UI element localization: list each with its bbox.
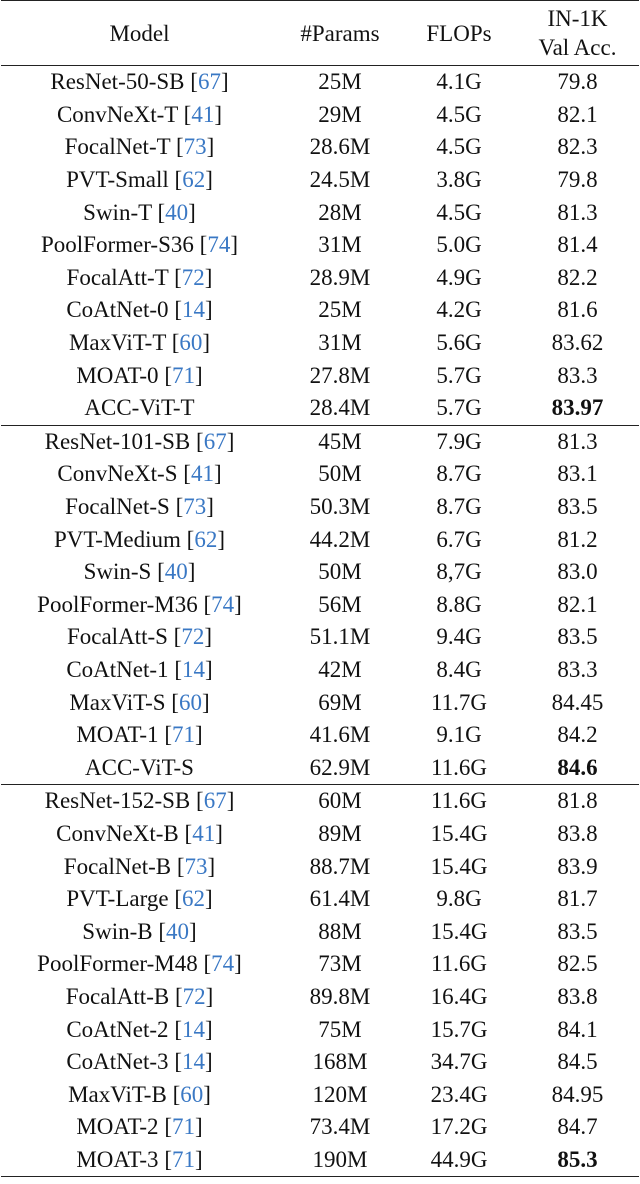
flops-cell: 5.0G bbox=[436, 232, 482, 258]
flops-cell: 11.7G bbox=[430, 689, 487, 715]
model-cell: PVT-Small [62] bbox=[66, 167, 213, 193]
table-row bbox=[1, 981, 639, 1014]
flops-cell: 7.9G bbox=[436, 428, 482, 454]
citation-link[interactable]: 14 bbox=[181, 297, 205, 323]
citation-link[interactable]: 74 bbox=[211, 951, 235, 977]
model-cell: FocalAtt-B [72] bbox=[65, 983, 214, 1009]
model-cell: CoAtNet-0 [14] bbox=[66, 297, 213, 323]
accuracy-cell: 81.7 bbox=[557, 886, 598, 912]
model-name: FocalNet-S bbox=[65, 494, 170, 520]
citation-link[interactable]: 74 bbox=[207, 232, 231, 258]
table-row bbox=[1, 818, 639, 851]
params-cell: 27.8M bbox=[309, 362, 371, 388]
flops-cell: 8.7G bbox=[436, 461, 482, 487]
model-name: FocalNet-T bbox=[64, 134, 171, 160]
model-cell: ResNet-50-SB [67] bbox=[50, 69, 229, 95]
model-cell: MOAT-1 [71] bbox=[76, 722, 203, 748]
accuracy-cell: 79.8 bbox=[557, 167, 598, 193]
citation-link[interactable]: 71 bbox=[171, 362, 195, 388]
table-row bbox=[1, 131, 639, 164]
model-cell: MOAT-3 [71] bbox=[76, 1146, 203, 1172]
params-cell: 168M bbox=[312, 1049, 368, 1075]
model-name: PoolFormer-S36 bbox=[41, 232, 194, 258]
model-cell: CoAtNet-2 [14] bbox=[66, 1016, 213, 1042]
flops-cell: 9.1G bbox=[436, 722, 482, 748]
model-name: MOAT-2 bbox=[76, 1114, 159, 1140]
citation-link[interactable]: 40 bbox=[165, 199, 189, 225]
accuracy-cell: 82.1 bbox=[557, 101, 598, 127]
model-name: CoAtNet-0 bbox=[66, 297, 169, 323]
table-row bbox=[1, 196, 639, 229]
flops-cell: 5.7G bbox=[436, 362, 482, 388]
accuracy-cell: 83.0 bbox=[557, 559, 598, 585]
model-name: FocalAtt-T bbox=[66, 264, 169, 290]
citation-link[interactable]: 60 bbox=[180, 1081, 204, 1107]
table-row bbox=[1, 751, 639, 784]
table-row bbox=[1, 458, 639, 491]
flops-cell: 17.2G bbox=[430, 1114, 488, 1140]
params-cell: 60M bbox=[318, 788, 362, 814]
table-row bbox=[1, 654, 639, 687]
model-cell: PoolFormer-S36 [74] bbox=[41, 232, 238, 258]
model-name: CoAtNet-1 bbox=[66, 656, 169, 682]
model-name: MaxViT-T bbox=[68, 330, 166, 356]
model-cell: PVT-Large [62] bbox=[66, 886, 213, 912]
citation-link[interactable]: 62 bbox=[194, 526, 218, 552]
accuracy-cell: 79.8 bbox=[557, 69, 598, 95]
citation-link[interactable]: 14 bbox=[181, 1049, 205, 1075]
flops-cell: 3.8G bbox=[436, 167, 482, 193]
table-row bbox=[1, 392, 639, 425]
params-cell: 28.9M bbox=[309, 264, 371, 290]
flops-cell: 8.7G bbox=[436, 494, 482, 520]
model-name: ResNet-101-SB bbox=[44, 428, 191, 454]
citation-link[interactable]: 72 bbox=[181, 264, 205, 290]
table-group-3 bbox=[1, 785, 639, 1177]
flops-cell: 5.7G bbox=[436, 395, 482, 421]
header-model: Model bbox=[109, 20, 170, 46]
model-cell: MaxViT-T [60] bbox=[68, 330, 211, 356]
params-cell: 89.8M bbox=[309, 983, 371, 1009]
citation-link[interactable]: 71 bbox=[171, 1146, 195, 1172]
accuracy-cell: 84.2 bbox=[557, 722, 598, 748]
model-name: PoolFormer-M36 bbox=[37, 591, 198, 617]
header-accuracy bbox=[516, 1, 639, 66]
table-row bbox=[1, 66, 639, 99]
params-cell: 24.5M bbox=[309, 167, 371, 193]
params-cell: 28.4M bbox=[309, 395, 371, 421]
citation-link[interactable]: 71 bbox=[171, 1114, 195, 1140]
table-row bbox=[1, 262, 639, 295]
flops-cell: 15.4G bbox=[430, 820, 488, 846]
citation-link[interactable]: 41 bbox=[191, 101, 215, 127]
table-row bbox=[1, 556, 639, 589]
accuracy-cell: 82.5 bbox=[557, 951, 598, 977]
accuracy-cell: 85.3 bbox=[557, 1146, 598, 1172]
params-cell: 41.6M bbox=[309, 722, 371, 748]
params-cell: 42M bbox=[318, 656, 362, 682]
model-cell: Swin-S [40] bbox=[83, 559, 196, 585]
flops-cell: 44.9G bbox=[430, 1146, 488, 1172]
table-row bbox=[1, 523, 639, 556]
accuracy-cell: 81.4 bbox=[557, 232, 598, 258]
model-name: PVT-Small bbox=[66, 167, 169, 193]
accuracy-cell: 82.1 bbox=[557, 591, 598, 617]
citation-link[interactable]: 73 bbox=[184, 853, 208, 879]
table-row bbox=[1, 294, 639, 327]
model-name: FocalAtt-B bbox=[65, 983, 170, 1009]
citation-link[interactable]: 72 bbox=[182, 983, 206, 1009]
model-name: ResNet-50-SB bbox=[50, 69, 185, 95]
citation-link[interactable]: 41 bbox=[192, 820, 216, 846]
accuracy-cell: 84.6 bbox=[557, 754, 598, 780]
accuracy-cell: 81.2 bbox=[557, 526, 598, 552]
accuracy-cell: 83.8 bbox=[557, 983, 598, 1009]
accuracy-cell: 82.3 bbox=[557, 134, 598, 160]
accuracy-cell: 83.62 bbox=[551, 330, 604, 356]
model-cell: FocalNet-S [73] bbox=[65, 494, 214, 520]
table-row bbox=[1, 621, 639, 654]
params-cell: 45M bbox=[318, 428, 362, 454]
model-name: ResNet-152-SB bbox=[44, 788, 191, 814]
header-row bbox=[1, 1, 639, 66]
model-cell: ResNet-152-SB [67] bbox=[44, 788, 235, 814]
accuracy-cell: 84.5 bbox=[557, 1049, 598, 1075]
model-name: CoAtNet-2 bbox=[66, 1016, 169, 1042]
model-name: PVT-Medium bbox=[53, 526, 181, 552]
citation-link[interactable]: 62 bbox=[182, 167, 206, 193]
model-cell: CoAtNet-3 [14] bbox=[66, 1049, 213, 1075]
model-name: MOAT-3 bbox=[76, 1146, 159, 1172]
citation-link[interactable]: 60 bbox=[178, 689, 202, 715]
flops-cell: 15.4G bbox=[430, 853, 488, 879]
model-name: ConvNeXt-B bbox=[56, 820, 179, 846]
accuracy-cell: 84.45 bbox=[551, 689, 604, 715]
model-cell: ConvNeXt-T [41] bbox=[56, 101, 223, 127]
flops-cell: 4.5G bbox=[436, 199, 482, 225]
citation-link[interactable]: 41 bbox=[190, 461, 214, 487]
table-row bbox=[1, 425, 639, 458]
accuracy-cell: 83.5 bbox=[557, 624, 598, 650]
citation-link[interactable]: 67 bbox=[197, 69, 221, 95]
flops-cell: 4.1G bbox=[436, 69, 482, 95]
model-cell: Swin-B [40] bbox=[82, 918, 197, 944]
table-header bbox=[1, 1, 639, 66]
accuracy-cell: 83.5 bbox=[557, 918, 598, 944]
table-row bbox=[1, 1111, 639, 1144]
accuracy-cell: 84.7 bbox=[557, 1114, 598, 1140]
accuracy-cell: 81.3 bbox=[557, 199, 598, 225]
citation-link[interactable]: 71 bbox=[171, 722, 195, 748]
table-row bbox=[1, 491, 639, 524]
table-row bbox=[1, 785, 639, 818]
header-accuracy-line2: Val Acc. bbox=[538, 35, 617, 60]
table-row bbox=[1, 719, 639, 752]
model-cell: FocalNet-B [73] bbox=[63, 853, 216, 879]
model-name: MOAT-1 bbox=[76, 722, 159, 748]
citation-link[interactable]: 40 bbox=[164, 559, 188, 585]
params-cell: 51.1M bbox=[309, 624, 371, 650]
table-row bbox=[1, 1078, 639, 1111]
table-row bbox=[1, 915, 639, 948]
params-cell: 75M bbox=[318, 1016, 362, 1042]
table-row bbox=[1, 229, 639, 262]
citation-link[interactable]: 67 bbox=[203, 788, 227, 814]
model-cell: MaxViT-B [60] bbox=[68, 1081, 211, 1107]
model-name: MaxViT-B bbox=[68, 1081, 167, 1107]
model-name: ConvNeXt-T bbox=[56, 101, 178, 127]
header-flops: FLOPs bbox=[426, 20, 492, 46]
accuracy-cell: 83.5 bbox=[557, 494, 598, 520]
citation-link[interactable]: 14 bbox=[181, 1016, 205, 1042]
header-params: #Params bbox=[300, 20, 380, 46]
table-row bbox=[1, 686, 639, 719]
params-cell: 25M bbox=[318, 297, 362, 323]
flops-cell: 11.6G bbox=[430, 754, 487, 780]
table-row bbox=[1, 359, 639, 392]
accuracy-cell: 81.8 bbox=[557, 788, 598, 814]
flops-cell: 5.6G bbox=[436, 330, 482, 356]
model-name: Swin-S bbox=[83, 559, 152, 585]
table-row bbox=[1, 948, 639, 981]
flops-cell: 4.5G bbox=[436, 101, 482, 127]
citation-link[interactable]: 62 bbox=[181, 886, 205, 912]
params-cell: 50M bbox=[318, 461, 362, 487]
params-cell: 69M bbox=[318, 689, 362, 715]
accuracy-cell: 83.1 bbox=[557, 461, 598, 487]
model-name: ConvNeXt-S bbox=[57, 461, 178, 487]
params-cell: 120M bbox=[312, 1081, 368, 1107]
table-group-2 bbox=[1, 425, 639, 785]
model-name: PoolFormer-M48 bbox=[37, 951, 198, 977]
params-cell: 44.2M bbox=[309, 526, 371, 552]
model-cell: PoolFormer-M48 [74] bbox=[37, 951, 242, 977]
model-cell bbox=[1, 392, 278, 425]
accuracy-cell: 83.3 bbox=[557, 362, 598, 388]
params-cell: 28.6M bbox=[309, 134, 371, 160]
params-cell: 62.9M bbox=[309, 754, 371, 780]
flops-cell: 11.6G bbox=[430, 951, 487, 977]
citation-link[interactable]: 67 bbox=[203, 428, 227, 454]
params-cell: 73M bbox=[318, 951, 362, 977]
params-cell: 88.7M bbox=[309, 853, 371, 879]
table-row bbox=[1, 327, 639, 360]
flops-cell: 4.2G bbox=[436, 297, 482, 323]
params-cell: 31M bbox=[318, 232, 362, 258]
params-cell: 31M bbox=[318, 330, 362, 356]
model-cell bbox=[1, 751, 278, 784]
params-cell: 29M bbox=[318, 101, 362, 127]
params-cell: 190M bbox=[312, 1146, 368, 1172]
params-cell: 50M bbox=[318, 559, 362, 585]
params-cell: 73.4M bbox=[309, 1114, 371, 1140]
model-name: PVT-Large bbox=[66, 886, 169, 912]
citation-link[interactable]: 60 bbox=[179, 330, 203, 356]
model-cell: FocalAtt-S [72] bbox=[66, 624, 213, 650]
flops-cell: 8.8G bbox=[436, 591, 482, 617]
model-cell: MaxViT-S [60] bbox=[69, 689, 210, 715]
model-cell: MOAT-0 [71] bbox=[76, 362, 203, 388]
accuracy-cell: 83.3 bbox=[557, 656, 598, 682]
accuracy-cell: 84.95 bbox=[551, 1081, 604, 1107]
model-cell: PoolFormer-M36 [74] bbox=[37, 591, 242, 617]
params-cell: 25M bbox=[318, 69, 362, 95]
params-cell: 28M bbox=[318, 199, 362, 225]
citation-link[interactable]: 74 bbox=[211, 591, 235, 617]
comparison-table bbox=[1, 0, 639, 1177]
flops-cell: 34.7G bbox=[430, 1049, 488, 1075]
table-row bbox=[1, 164, 639, 197]
model-name: Swin-T bbox=[83, 199, 152, 225]
table-row bbox=[1, 850, 639, 883]
model-cell: CoAtNet-1 [14] bbox=[66, 656, 213, 682]
citation-link[interactable]: 73 bbox=[183, 494, 207, 520]
accuracy-cell: 81.3 bbox=[557, 428, 598, 454]
citation-link[interactable]: 72 bbox=[181, 624, 205, 650]
model-cell: ResNet-101-SB [67] bbox=[44, 428, 235, 454]
model-cell: PVT-Medium [62] bbox=[53, 526, 226, 552]
citation-link[interactable]: 40 bbox=[166, 918, 190, 944]
flops-cell: 15.7G bbox=[430, 1016, 488, 1042]
model-name: ACC-ViT-T bbox=[84, 395, 195, 421]
model-name: MaxViT-S bbox=[69, 689, 166, 715]
table-row bbox=[1, 99, 639, 132]
flops-cell: 16.4G bbox=[430, 983, 488, 1009]
citation-link[interactable]: 14 bbox=[181, 656, 205, 682]
model-name: MOAT-0 bbox=[76, 362, 159, 388]
flops-cell: 8,7G bbox=[436, 559, 482, 585]
model-name: ACC-ViT-S bbox=[85, 754, 194, 780]
flops-cell: 11.6G bbox=[430, 788, 487, 814]
flops-cell: 15.4G bbox=[430, 918, 488, 944]
params-cell: 89M bbox=[318, 820, 362, 846]
flops-cell: 4.5G bbox=[436, 134, 482, 160]
model-name: CoAtNet-3 bbox=[66, 1049, 169, 1075]
flops-cell: 9.8G bbox=[436, 886, 482, 912]
table-row bbox=[1, 1013, 639, 1046]
flops-cell: 4.9G bbox=[436, 264, 482, 290]
accuracy-cell: 83.97 bbox=[551, 395, 604, 421]
params-cell: 56M bbox=[318, 591, 362, 617]
model-cell: FocalNet-T [73] bbox=[64, 134, 215, 160]
accuracy-cell: 83.8 bbox=[557, 820, 598, 846]
model-cell: FocalAtt-T [72] bbox=[66, 264, 213, 290]
model-name: Swin-B bbox=[82, 918, 153, 944]
model-cell: ConvNeXt-B [41] bbox=[56, 820, 223, 846]
accuracy-cell: 83.9 bbox=[557, 853, 598, 879]
model-cell: MOAT-2 [71] bbox=[76, 1114, 203, 1140]
accuracy-cell: 84.1 bbox=[557, 1016, 598, 1042]
flops-cell: 9.4G bbox=[436, 624, 482, 650]
params-cell: 61.4M bbox=[309, 886, 371, 912]
model-cell: Swin-T [40] bbox=[83, 199, 196, 225]
table-row bbox=[1, 883, 639, 916]
model-name: FocalNet-B bbox=[63, 853, 172, 879]
accuracy-cell: 82.2 bbox=[557, 264, 598, 290]
flops-cell: 8.4G bbox=[436, 656, 482, 682]
model-name: FocalAtt-S bbox=[66, 624, 168, 650]
params-cell: 50.3M bbox=[309, 494, 371, 520]
table-group-1 bbox=[1, 66, 639, 426]
table-row bbox=[1, 1144, 639, 1177]
accuracy-cell: 81.6 bbox=[557, 297, 598, 323]
header-accuracy-line1: IN-1K bbox=[547, 6, 608, 31]
flops-cell: 6.7G bbox=[436, 526, 482, 552]
model-cell: ConvNeXt-S [41] bbox=[57, 461, 222, 487]
flops-cell: 23.4G bbox=[430, 1081, 488, 1107]
table-row bbox=[1, 589, 639, 622]
params-cell: 88M bbox=[318, 918, 362, 944]
table-row bbox=[1, 1046, 639, 1079]
citation-link[interactable]: 73 bbox=[183, 134, 207, 160]
